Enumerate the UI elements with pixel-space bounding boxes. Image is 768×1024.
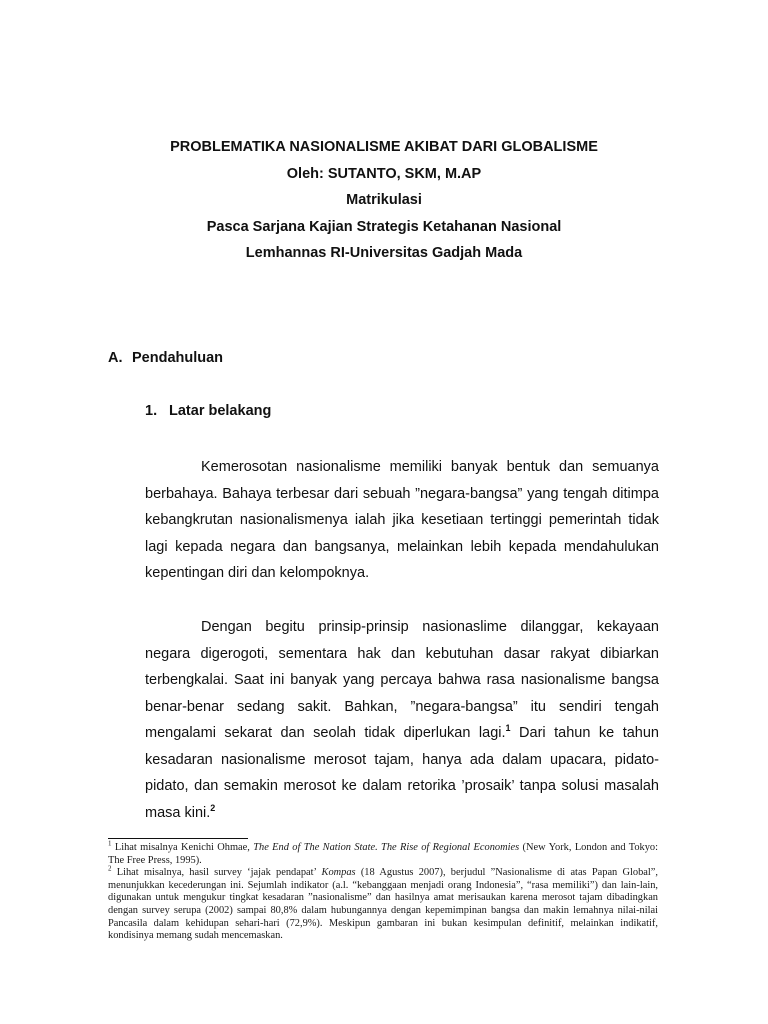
footnote-ref[interactable]: 2 (210, 802, 216, 813)
paragraph-text: Dari tahun ke tahun kesadaran nasionalisme merosot tajam, hanya ada dalam upacara, pidato-pidato, dan semakin merosot ke dalam retorika ’prosaik’ tanpa solusi masalah masa kini. (145, 725, 659, 821)
footnote-title: Kompas (321, 867, 356, 879)
footnote-text: Lihat misalnya Kenichi Ohmae, (111, 842, 254, 853)
program-line: Pasca Sarjana Kajian Strategis Ketahanan Nasional (206, 218, 562, 235)
footnote (108, 864, 658, 943)
subsection-number: 1. (145, 403, 158, 419)
footnote-mark: 1 (108, 839, 112, 848)
footnote-mark: 2 (108, 864, 112, 873)
footnote-divider (108, 838, 248, 839)
section-heading (108, 350, 223, 366)
footnote (108, 839, 658, 867)
subsection-heading (145, 403, 271, 419)
document-title: PROBLEMATIKA NASIONALISME AKIBAT DARI GLOBALISME (170, 139, 598, 155)
footnote-ref[interactable]: 1 (505, 723, 511, 734)
title-block (0, 134, 768, 267)
footnote-text: (New York, London and Tokyo: The Free Press, 1995). (108, 842, 658, 866)
footnote-text: Lihat misalnya, hasil survey ‘jajak pendapat’ (111, 867, 322, 879)
footnote-text: (18 Agustus 2007), berjudul ”Nasionalisme di atas Papan Global”, menunjukkan kecederungan ini. Sejumlah indikator (a.l. “kebanggaan menjadi orang Indonesia”, “rasa memiliki”) dan lain-lain, digunakan untuk mengukur tingkat kesadaran ”nasionalisme” dan hasilnya amat merisaukan karena merosot tajam dibadingkan dengan survey serupa (2002) sampai 80,8% dalam hubungannya dengan kepemimpinan bangsa dan makin lemahnya nilai-nilai Pancasila dalam kehidupan sehari-hari (72,9%). Meskipun gambaran ini bukan kesimpulan definitif, melainkan indikatif, kondisinya memang sudah mencemaskan. (108, 867, 658, 942)
institution-line: Lemhannas RI-Universitas Gadjah Mada (245, 245, 523, 261)
body-paragraph (145, 614, 659, 826)
body-paragraph (145, 454, 659, 587)
section-number: A. (108, 350, 123, 366)
subsection-title: Latar belakang (169, 403, 272, 419)
course-line: Matrikulasi (346, 192, 422, 208)
paragraph-text: Dengan begitu prinsip-prinsip nasionaslime dilanggar, kekayaan negara digerogoti, sementara hak dan kebutuhan dasar rakyat dibiarkan terbengkalai. Saat ini banyak yang percaya bahwa rasa nasionalisme bangsa benar-benar sedang sakit. Bahkan, ”negara-bangsa” itu sendiri tengah mengalami sekarat dan seolah tidak diperlukan lagi. (145, 619, 659, 741)
paragraph-text: Kemerosotan nasionalisme memiliki banyak bentuk dan semuanya berbahaya. Bahaya terbesar dari sebuah ”negara-bangsa” yang tengah ditimpa kebangkrutan nasionalismenya ialah jika kesetiaan tertinggi pemerintah tidak lagi kepada negara dan bangsanya, melainkan lebih kepada mendahulukan kepentingan diri dan kelompoknya. (145, 459, 659, 581)
footnote-title: The End of The Nation State. The Rise of Regional Economies (253, 842, 520, 853)
footnotes (108, 839, 658, 943)
author-line: Oleh: SUTANTO, SKM, M.AP (286, 165, 482, 182)
section-title: Pendahuluan (132, 350, 224, 366)
